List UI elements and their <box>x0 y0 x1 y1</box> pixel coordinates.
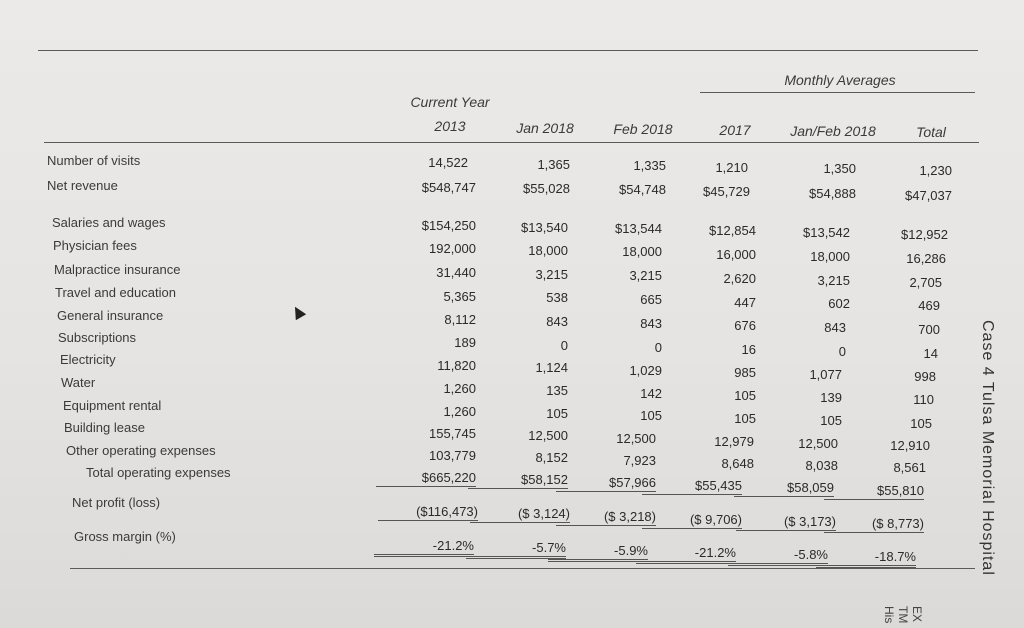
cell: $13,542 <box>803 225 850 240</box>
row-label: Travel and education <box>55 285 176 300</box>
cell: 5,365 <box>443 289 476 304</box>
row-label: Building lease <box>64 420 145 435</box>
cell: 1,260 <box>443 381 476 396</box>
cell: 31,440 <box>436 265 476 280</box>
cell: 0 <box>560 338 568 353</box>
cell: $12,952 <box>901 227 948 242</box>
cell: 447 <box>734 295 756 310</box>
cell: 14 <box>923 346 938 361</box>
cell: 105 <box>546 406 568 421</box>
cell: 676 <box>734 318 756 333</box>
cell: 1,077 <box>809 367 842 382</box>
cell: 105 <box>640 408 662 423</box>
cell: 0 <box>838 344 846 359</box>
cell: 2,705 <box>909 275 942 290</box>
cell: $12,854 <box>709 223 756 238</box>
cell: 110 <box>913 392 934 407</box>
col-header-jan2018: Jan 2018 <box>516 120 574 136</box>
cell: 155,745 <box>429 426 476 441</box>
col-header-janfeb2018: Jan/Feb 2018 <box>790 123 876 139</box>
cell: 1,124 <box>535 360 568 375</box>
cell: 189 <box>454 335 476 350</box>
mouse-cursor-icon <box>290 304 306 320</box>
cell-total: $55,810 <box>824 483 924 500</box>
cell: 602 <box>828 296 850 311</box>
cell: 8,112 <box>444 312 476 327</box>
cell: 135 <box>546 383 568 398</box>
cell: 18,000 <box>528 243 568 258</box>
cell: 105 <box>734 411 756 426</box>
cell: 18,000 <box>810 249 850 264</box>
cell: 998 <box>914 369 936 384</box>
cell: 665 <box>640 292 662 307</box>
cell-gross-margin: -5.8% <box>728 547 828 566</box>
col-header-2013: 2013 <box>434 118 466 134</box>
bottom-rule <box>70 568 975 569</box>
row-label: Malpractice insurance <box>54 262 181 277</box>
cell: 12,910 <box>890 438 930 453</box>
row-label: Net profit (loss) <box>72 495 161 510</box>
cell-gross-margin: -5.9% <box>548 543 648 562</box>
row-label: Electricity <box>60 352 116 367</box>
cell: 12,500 <box>616 431 656 446</box>
cell: 538 <box>546 290 568 305</box>
cell: $54,888 <box>809 186 856 201</box>
cell: 843 <box>546 314 568 329</box>
cell: 192,000 <box>429 241 476 256</box>
cell: 3,215 <box>817 273 850 288</box>
cell: 1,029 <box>629 363 662 378</box>
cell: 8,038 <box>805 458 838 473</box>
cell-total: $58,152 <box>468 472 568 489</box>
group-rule <box>700 92 975 93</box>
cell: 1,260 <box>443 404 476 419</box>
cell: 8,648 <box>721 456 754 471</box>
cell: 18,000 <box>622 244 662 259</box>
row-label: Number of visits <box>47 153 141 168</box>
margin-fragment: His <box>882 606 896 624</box>
col-header-feb2018: Feb 2018 <box>613 121 673 137</box>
row-label: Physician fees <box>53 238 137 253</box>
cell-net-profit: ($ 3,173) <box>736 514 836 531</box>
cell: $47,037 <box>905 188 952 203</box>
cell: 843 <box>824 320 846 335</box>
cell: 3,215 <box>629 268 662 283</box>
cell: 103,779 <box>429 448 476 463</box>
row-label: Equipment rental <box>63 398 162 413</box>
margin-fragment: EX <box>910 606 924 623</box>
cell: 3,215 <box>535 267 568 282</box>
cell-gross-margin: -18.7% <box>816 549 916 568</box>
cell: $548,747 <box>421 180 476 195</box>
row-label: Other operating expenses <box>66 443 216 458</box>
cell: 0 <box>654 340 662 355</box>
cell-total: $57,966 <box>556 475 656 492</box>
cell-net-profit: ($116,473) <box>378 504 478 521</box>
cell: 16,286 <box>906 251 946 266</box>
cell: 1,365 <box>537 157 570 172</box>
cell: 11,820 <box>437 358 476 373</box>
cell: 843 <box>640 316 662 331</box>
cell-total: $665,220 <box>376 470 476 487</box>
row-label: Salaries and wages <box>52 215 166 230</box>
cell: $13,540 <box>521 220 568 235</box>
row-label: Net revenue <box>47 178 118 193</box>
cell: 139 <box>820 390 842 405</box>
row-label: Subscriptions <box>58 330 137 345</box>
cell: 1,210 <box>715 160 748 175</box>
col-header-total: Total <box>916 124 946 140</box>
side-title: Case 4 Tulsa Memorial Hospital <box>979 320 996 576</box>
cell: 1,230 <box>919 163 952 178</box>
cell: 105 <box>820 413 842 428</box>
cell: $55,028 <box>523 181 570 196</box>
cell: 12,500 <box>798 436 838 451</box>
cell-gross-margin: -5.7% <box>466 540 566 559</box>
cell: 8,561 <box>893 460 926 475</box>
cell: $45,729 <box>703 184 750 199</box>
row-label: Gross margin (%) <box>74 529 176 544</box>
cell-total: $55,435 <box>642 478 742 495</box>
top-rule <box>38 50 978 51</box>
cell-net-profit: ($ 9,706) <box>642 512 742 529</box>
cell-net-profit: ($ 3,124) <box>470 506 570 523</box>
group-header: Monthly Averages <box>784 72 896 88</box>
cell: 12,500 <box>528 428 568 443</box>
row-label: Water <box>61 375 96 390</box>
cell: 1,335 <box>633 158 666 173</box>
cell-gross-margin: -21.2% <box>636 545 736 564</box>
cell: 2,620 <box>723 271 756 286</box>
row-label: Total operating expenses <box>86 465 231 480</box>
cell-total: $58,059 <box>734 480 834 497</box>
cell: 16,000 <box>716 247 756 262</box>
cell: 16 <box>741 342 756 357</box>
cell-net-profit: ($ 3,218) <box>556 509 656 526</box>
cell: $154,250 <box>421 218 476 233</box>
cell: 8,152 <box>535 450 568 465</box>
header-rule <box>44 142 979 143</box>
cell: 985 <box>734 365 756 380</box>
cell: 105 <box>734 388 756 403</box>
cell: 14,522 <box>428 155 468 170</box>
row-label: General insurance <box>57 308 164 323</box>
cell: 1,350 <box>823 161 856 176</box>
cell: 469 <box>918 298 940 313</box>
cell: 12,979 <box>714 434 754 449</box>
cell: 700 <box>918 322 940 337</box>
current-year-header: Current Year <box>410 94 490 110</box>
cell: 105 <box>910 416 932 431</box>
cell-gross-margin: -21.2% <box>374 538 474 557</box>
margin-fragment: TM <box>896 606 910 624</box>
cell-net-profit: ($ 8,773) <box>824 516 924 533</box>
col-header-2017: 2017 <box>719 122 751 138</box>
cell: 142 <box>640 386 662 401</box>
cell: 7,923 <box>623 453 656 468</box>
cell: $13,544 <box>615 221 662 236</box>
cell: $54,748 <box>619 182 666 197</box>
